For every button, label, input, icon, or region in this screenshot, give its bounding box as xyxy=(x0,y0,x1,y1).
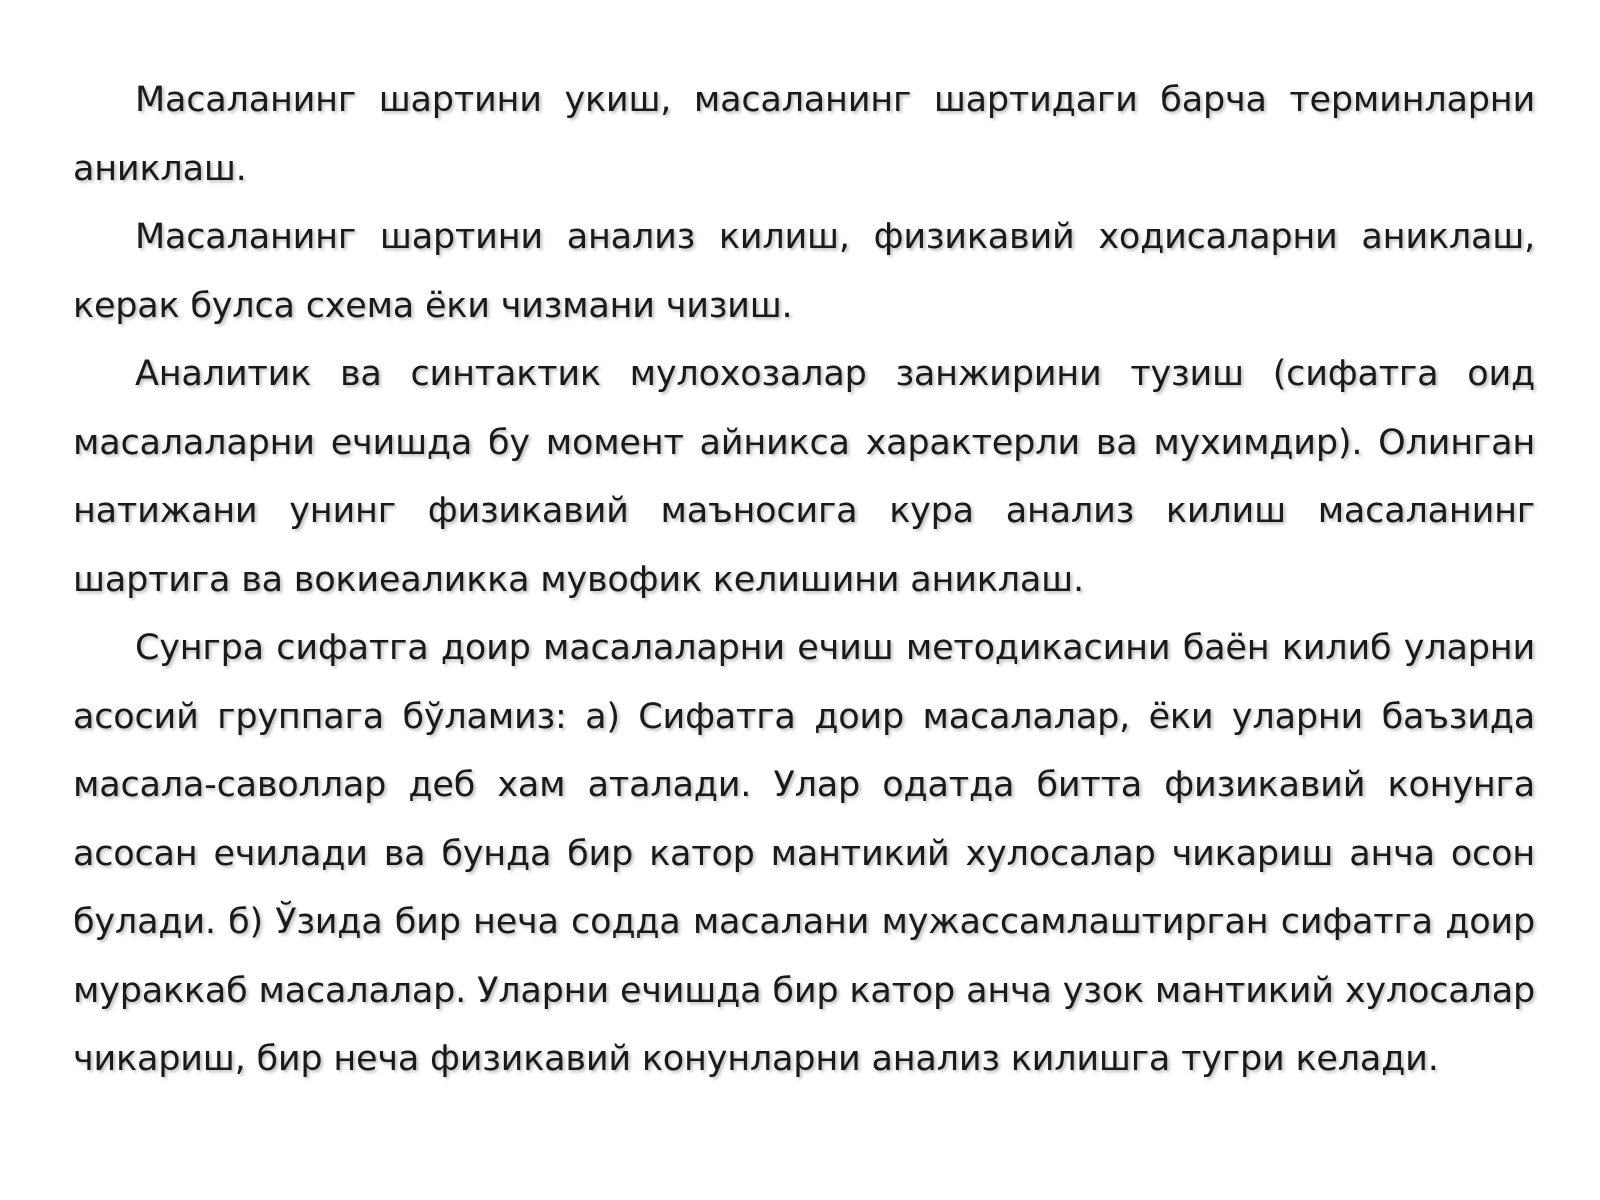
document-page xyxy=(73,66,1535,1094)
paragraph-2: Масаланинг шартини анализ килиш, физикавий ходисаларни аниклаш, керак булса схема ёки чизмани чизиш. xyxy=(73,217,1535,326)
paragraph-1: Масаланинг шартини укиш, масаланинг шартидаги барча терминларни аниклаш. xyxy=(73,80,1535,189)
paragraph-4: Сунгра сифатга доир масалаларни ечиш методикасини баён килиб уларни асосий группага бўламиз: а) Сифатга доир масалалар, ёки уларни баъзида масала-саволлар деб хам аталади. Улар одатда битта физикавий конунга асосан ечилади ва бунда бир катор мантикий хулосалар чикариш анча осон булади. б) Ўзида бир неча содда масалани мужассамлаштирган сифатга доир мураккаб масалалар. Уларни ечишда бир катор анча узок мантикий хулосалар чикариш, бир неча физикавий конунларни анализ килишга тугри келади. xyxy=(73,628,1535,1079)
paragraph-3: Аналитик ва синтактик мулохозалар занжирини тузиш (сифатга оид масалаларни ечишда бу момент айникса характерли ва мухимдир). Олинган натижани унинг физикавий маъносига кура анализ килиш масаланинг шартига ва вокиеаликка мувофик келишини аниклаш. xyxy=(73,354,1535,600)
